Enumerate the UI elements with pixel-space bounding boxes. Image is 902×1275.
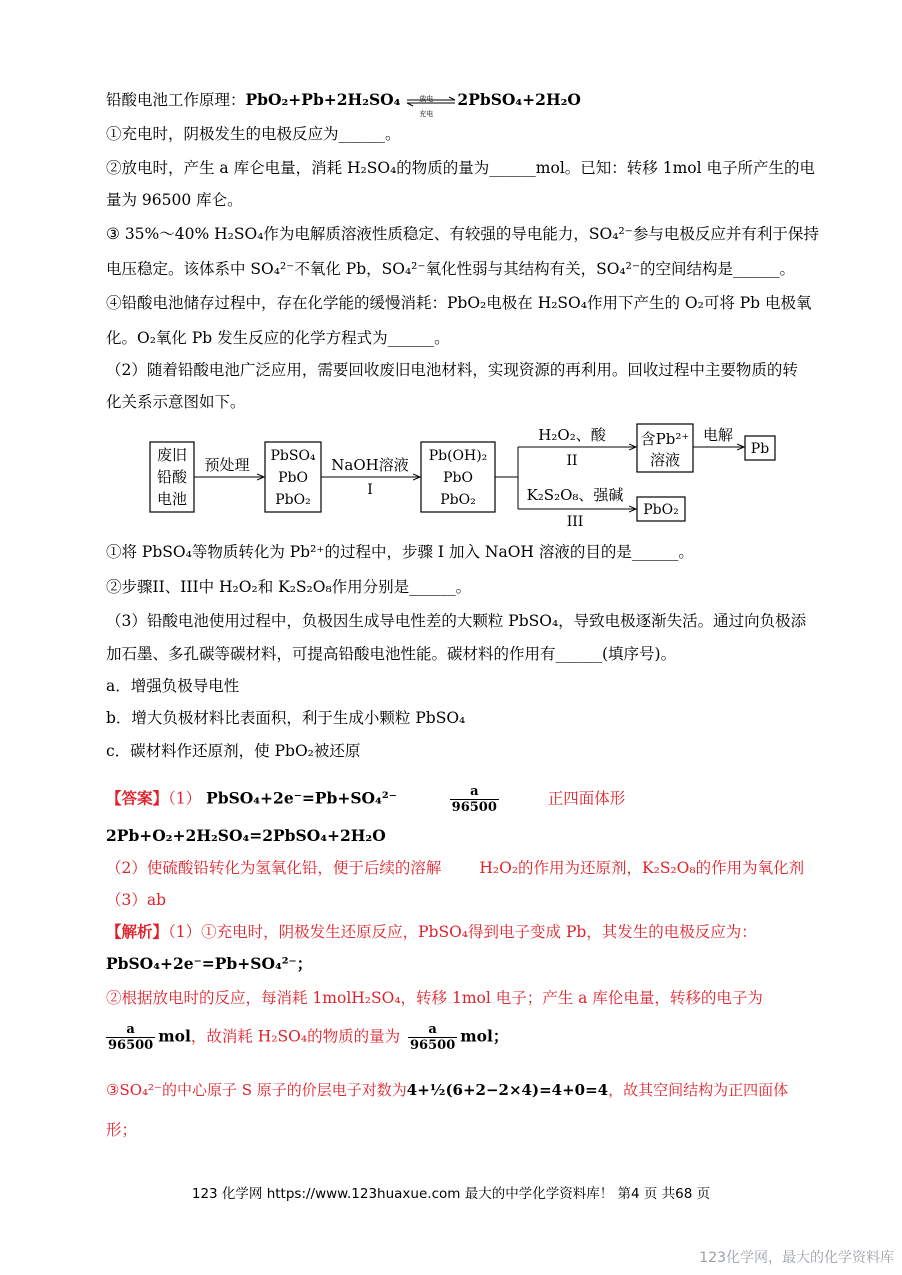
answer-shape: 正四面体形	[547, 789, 626, 808]
analysis-marker-3: ③	[106, 1081, 120, 1099]
analysis-equation: PbSO₄+2e⁻=Pb+SO₄²⁻；	[106, 954, 313, 973]
intro-equation-right: 2PbSO₄+2H₂O	[457, 90, 581, 109]
analysis-unit-1: mol	[158, 1026, 191, 1046]
box6-label: PbO₂	[643, 502, 679, 518]
analysis-text-4: SO₄²⁻的中心原子 S 原子的价层电子对数为	[119, 1081, 407, 1099]
box4-line2: 溶液	[649, 451, 681, 469]
answer-line-2	[106, 826, 386, 846]
box1-line1: 废旧	[156, 446, 188, 464]
step2-number: II	[566, 453, 578, 469]
answer-tag: 【答案】	[106, 788, 169, 808]
answer-part2-roles: H₂O₂的作用为还原剂，K₂S₂O₈的作用为氧化剂	[479, 859, 805, 877]
question-2-1: ①将 PbSO₄等物质转化为 Pb²⁺的过程中，步骤 I 加入 NaOH 溶液的目的是______。	[106, 543, 694, 561]
reversible-arrow	[405, 91, 457, 118]
question-1-2a: ②放电时，产生 a 库仑电量，消耗 H₂SO₄的物质的量为______mol。已知：转移 1mol 电子所产生的电	[106, 159, 815, 177]
option-b: b．增大负极材料比表面积，利于生成小颗粒 PbSO₄	[106, 709, 466, 727]
step-pretreat-label: 预处理	[204, 456, 250, 474]
step2-reagent: H₂O₂、酸	[538, 426, 606, 444]
fraction-denominator: 96500	[451, 800, 497, 815]
answer-equation-1: PbSO₄+2e⁻=Pb+SO₄²⁻	[206, 788, 397, 808]
analysis-unit-2: mol；	[460, 1026, 509, 1046]
analysis-math: 4+½(6+2−2×4)=4+0=4	[406, 1081, 609, 1099]
analysis-line-4	[106, 1022, 508, 1053]
analysis-line-1	[106, 922, 757, 942]
analysis-tag: 【解析】	[106, 922, 169, 941]
answer-part1-label: （1）	[168, 789, 202, 808]
question-3-stem-b: 加石墨、多孔碳等碳材料，可提高铅酸电池性能。碳材料的作用有______(填序号)。	[106, 645, 677, 663]
box3-line1: Pb(OH)₂	[428, 448, 488, 464]
box2-line2: PbO	[278, 470, 308, 486]
question-1-3b: 电压稳定。该体系中 SO₄²⁻不氧化 Pb，SO₄²⁻氧化性弱与其结构有关，SO₄²⁻的空间结构是______。	[106, 260, 796, 278]
answer-equation-2: 2Pb+O₂+2H₂SO₄=2PbSO₄+2H₂O	[106, 826, 386, 845]
box3-line2: PbO	[443, 470, 473, 486]
box2-line1: PbSO₄	[270, 448, 316, 464]
box1-line3: 电池	[156, 490, 188, 508]
question-2-stem-b: 化关系示意图如下。	[106, 393, 246, 411]
question-1-4a: ④铅酸电池储存过程中，存在化学能的缓慢消耗：PbO₂电极在 H₂SO₄作用下产生的 O₂可将 Pb 电极氧	[106, 294, 812, 312]
recycle-flow-diagram	[140, 420, 790, 535]
question-1-2b: 量为 96500 库仑。	[106, 191, 243, 209]
analysis-text-6: 形；	[106, 1121, 138, 1139]
page-footer: 123 化学网 https://www.123huaxue.com 最大的中学化学资料库！ 第4 页 共68 页	[191, 1186, 711, 1202]
box1-line2: 铅酸	[156, 468, 188, 486]
intro-label: 铅酸电池工作原理：	[106, 91, 246, 109]
box2-line3: PbO₂	[275, 492, 311, 508]
box4-line1: 含Pb²⁺	[640, 430, 690, 448]
step1-number: I	[367, 482, 373, 498]
question-1-1: ①充电时，阴极发生的电极反应为______。	[106, 125, 401, 143]
analysis-text-5: ，故其空间结构为正四面体	[608, 1081, 789, 1099]
arrow-label-charge: 充电	[419, 110, 434, 118]
intro-equation-left: PbO₂+Pb+2H₂SO₄	[245, 90, 401, 109]
step-electrolysis-label: 电解	[702, 426, 734, 444]
analysis-line-5	[106, 1080, 788, 1100]
box3-line3: PbO₂	[440, 492, 476, 508]
analysis-fraction-1	[106, 1022, 155, 1053]
answer-part2: （2）使硫酸铅转化为氢氧化铅，便于后续的溶解	[106, 859, 442, 877]
answer-fraction	[450, 784, 499, 815]
option-a: a．增强负极导电性	[106, 677, 240, 695]
analysis-text-1: （1）①充电时，阴极发生还原反应，PbSO₄得到电子变成 Pb，其发生的电极反应为：	[168, 923, 757, 941]
step1-reagent: NaOH溶液	[331, 456, 409, 474]
question-3-stem-a: （3）铅酸电池使用过程中，负极因生成导电性差的大颗粒 PbSO₄，导致电极逐渐失活。通过向负极添	[106, 612, 807, 630]
fraction-denominator: 96500	[410, 1038, 456, 1053]
step3-reagent: K₂S₂O₈、强碱	[526, 486, 624, 504]
box5-label: Pb	[750, 441, 770, 457]
fraction-denominator: 96500	[108, 1038, 154, 1053]
intro-line	[106, 90, 581, 118]
analysis-fraction-2	[408, 1022, 457, 1053]
analysis-text-2: ②根据放电时的反应，每消耗 1molH₂SO₄，转移 1mol 电子；产生 a 库伦电量，转移的电子为	[106, 989, 763, 1007]
answer-line-3	[106, 858, 804, 878]
fraction-numerator: a	[106, 1022, 155, 1038]
answer-part3: （3）ab	[106, 891, 167, 909]
analysis-text-3: ，故消耗 H₂SO₄的物质的量为	[190, 1027, 401, 1046]
question-2-stem-a: （2）随着铅酸电池广泛应用，需要回收废旧电池材料，实现资源的再利用。回收过程中主要物质的转	[106, 361, 798, 379]
watermark: 123化学网，最大的化学资料库	[699, 1250, 894, 1266]
fraction-numerator: a	[408, 1022, 457, 1038]
question-2-2: ②步骤II、III中 H₂O₂和 K₂S₂O₈作用分别是______。	[106, 578, 472, 596]
answer-line-1	[106, 784, 625, 815]
question-1-4b: 化。O₂氧化 Pb 发生反应的化学方程式为______。	[106, 329, 450, 347]
question-1-3a: ③ 35%～40% H₂SO₄作为电解质溶液性质稳定、有较强的导电能力，SO₄²⁻参与电极反应并有利于保持	[106, 225, 819, 243]
step3-number: III	[566, 514, 584, 530]
option-c: c．碳材料作还原剂，使 PbO₂被还原	[106, 742, 361, 760]
fraction-numerator: a	[450, 784, 499, 800]
arrow-label-discharge: 放电	[419, 95, 434, 103]
